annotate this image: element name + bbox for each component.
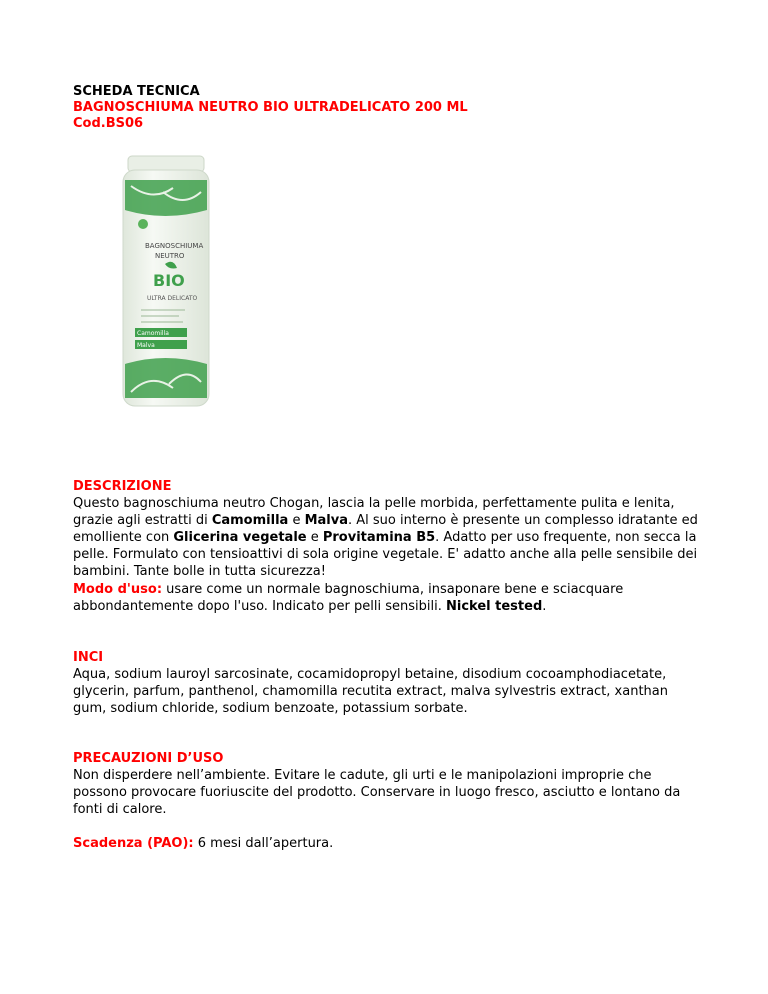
modo-uso-section (73, 581, 698, 615)
precauzioni-text: Non disperdere nell’ambiente. Evitare le cadute, gli urti e le manipolazioni improprie che possono provocare fuoriuscite del prodotto. Conservare in luogo fresco, asciutto e lontano da fonti di calore. (73, 768, 681, 817)
product-bottle-image (73, 152, 258, 414)
precauzioni-section (73, 750, 698, 818)
product-code: Cod.BS06 (73, 116, 144, 131)
descrizione-section (73, 478, 698, 580)
bottle-ingredient-1: Camomilla (137, 330, 169, 337)
inci-title: INCI (73, 650, 104, 665)
descrizione-title: DESCRIZIONE (73, 479, 172, 494)
document-page (73, 84, 698, 851)
product-name: BAGNOSCHIUMA NEUTRO BIO ULTRADELICATO 200 ML (73, 100, 468, 115)
bottle-bio: BIO (153, 271, 185, 290)
scadenza-label: Scadenza (PAO): (73, 836, 194, 851)
scadenza-text: Scadenza (PAO): 6 mesi dall’apertura. (73, 836, 334, 851)
precauzioni-title: PRECAUZIONI D’USO (73, 751, 224, 766)
scadenza-section (73, 835, 698, 852)
inci-text: Aqua, sodium lauroyl sarcosinate, cocamidopropyl betaine, disodium cocoamphodiacetate, glycerin, parfum, panthenol, chamomilla recutita extract, malva sylvestris extract, xanthan gum, sodium chloride, sodium benzoate, potassium sorbate. (73, 667, 668, 716)
modo-uso-label: Modo d'uso: (73, 582, 163, 597)
modo-uso-text: Modo d'uso: usare come un normale bagnoschiuma, insaponare bene e sciacquare abbondantemente dopo l'uso. Indicato per pelli sensibili. Nickel tested. (73, 582, 624, 614)
bottle-ingredient-2: Malva (137, 342, 155, 349)
bottle-label-1: BAGNOSCHIUMA (145, 242, 204, 250)
descrizione-text: Questo bagnoschiuma neutro Chogan, lascia la pelle morbida, perfettamente pulita e lenita, grazie agli estratti di Camomilla e Malva. Al suo interno è presente un complesso idratante ed emolliente con Glicerina vegetale e Provitamina B5. Adatto per uso frequente, non secca la pelle. Formulato con tensioattivi di sola origine vegetale. E' adatto anche alla pelle sensibile dei bambini. Tante bolle in tutta sicurezza! (73, 496, 698, 579)
bottle-sub: ULTRA DELICATO (147, 295, 198, 302)
doc-type: SCHEDA TECNICA (73, 84, 200, 99)
inci-section (73, 649, 698, 717)
bottle-label-2: NEUTRO (155, 252, 185, 260)
